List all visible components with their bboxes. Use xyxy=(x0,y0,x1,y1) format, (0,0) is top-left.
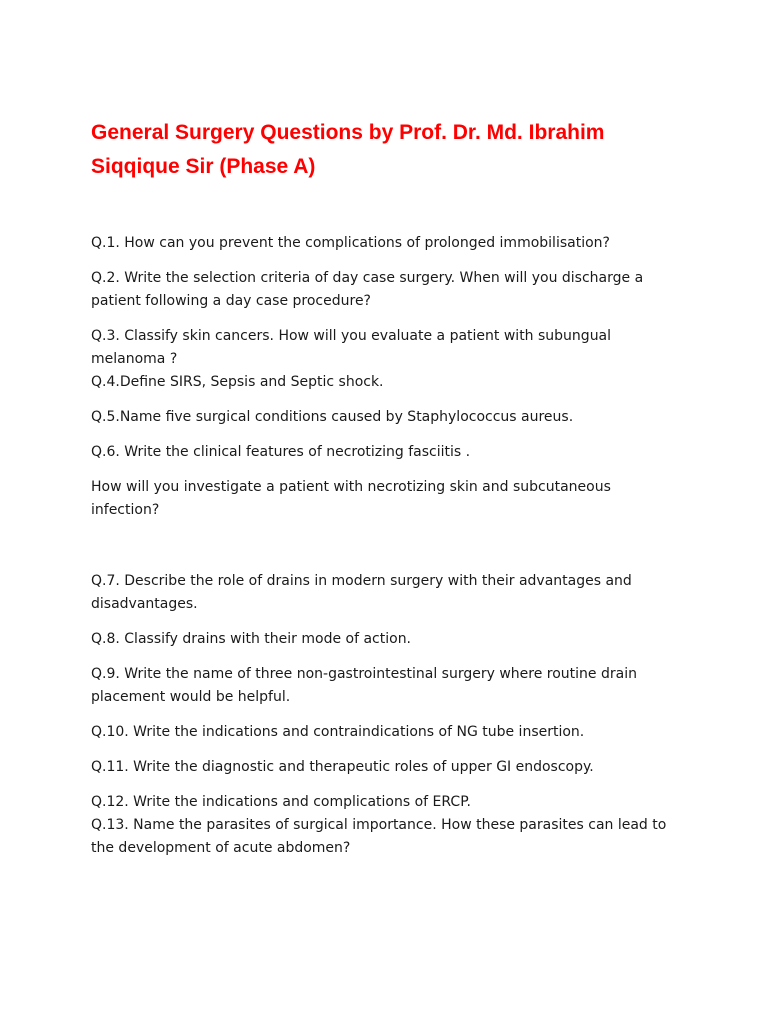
question-line: Q.2. Write the selection criteria of day case surgery. When will you discharge a xyxy=(91,270,644,286)
question-11 xyxy=(91,756,691,779)
question-line: Q.3. Classify skin cancers. How will you evaluate a patient with subungual xyxy=(91,328,612,344)
title-line: Siqqique Sir (Phase A) xyxy=(91,155,316,178)
question-line: Q.8. Classify drains with their mode of action. xyxy=(91,631,412,647)
question-line: Q.13. Name the parasites of surgical importance. How these parasites can lead to xyxy=(91,817,667,833)
document-title xyxy=(91,116,691,184)
question-1 xyxy=(91,232,691,255)
question-line: melanoma ? xyxy=(91,351,178,367)
question-line: Q.4.Define SIRS, Sepsis and Septic shock. xyxy=(91,374,384,390)
question-line: placement would be helpful. xyxy=(91,689,291,705)
question-line: Q.11. Write the diagnostic and therapeutic roles of upper GI endoscopy. xyxy=(91,759,594,775)
question-2 xyxy=(91,267,691,313)
question-7 xyxy=(91,570,691,616)
question-line: Q.9. Write the name of three non-gastrointestinal surgery where routine drain xyxy=(91,666,637,682)
question-8 xyxy=(91,628,691,651)
question-4 xyxy=(91,371,691,394)
question-6 xyxy=(91,441,691,464)
question-6-continued xyxy=(91,476,691,522)
question-line: Q.1. How can you prevent the complications of prolonged immobilisation? xyxy=(91,235,610,251)
question-line: disadvantages. xyxy=(91,596,198,612)
question-line: Q.5.Name five surgical conditions caused by Staphylococcus aureus. xyxy=(91,409,574,425)
question-3 xyxy=(91,325,691,371)
question-line: the development of acute abdomen? xyxy=(91,840,351,856)
question-line: Q.12. Write the indications and complications of ERCP. xyxy=(91,794,471,810)
question-13 xyxy=(91,814,691,860)
title-line: General Surgery Questions by Prof. Dr. Md. Ibrahim xyxy=(91,121,605,144)
question-line: Q.10. Write the indications and contraindications of NG tube insertion. xyxy=(91,724,585,740)
question-line: Q.6. Write the clinical features of necrotizing fasciitis . xyxy=(91,444,471,460)
question-10 xyxy=(91,721,691,744)
question-line: How will you investigate a patient with necrotizing skin and subcutaneous xyxy=(91,479,611,495)
question-5 xyxy=(91,406,691,429)
question-line: infection? xyxy=(91,502,160,518)
question-9 xyxy=(91,663,691,709)
question-line: patient following a day case procedure? xyxy=(91,293,371,309)
question-line: Q.7. Describe the role of drains in modern surgery with their advantages and xyxy=(91,573,632,589)
question-12 xyxy=(91,791,691,814)
